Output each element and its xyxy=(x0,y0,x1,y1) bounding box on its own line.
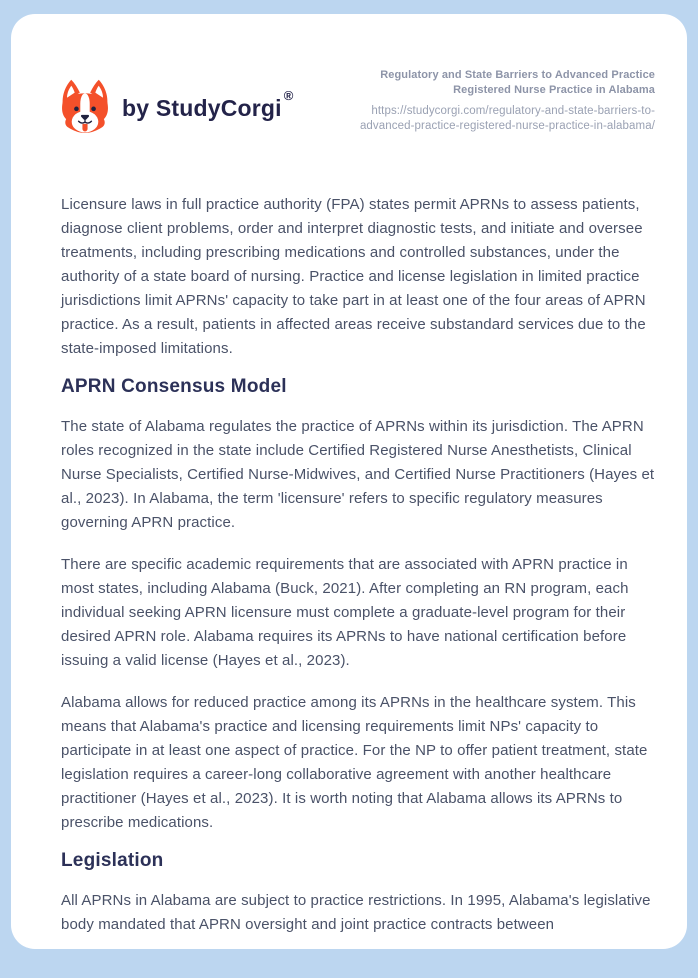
article-body xyxy=(11,193,687,949)
brand-wordmark: by StudyCorgi ® xyxy=(122,87,294,121)
corgi-head-icon xyxy=(57,78,113,138)
paragraph-licensure-laws: Licensure laws in full practice authority (FPA) states permit APRNs to assess patients, diagnose client problems, order and interpret diagnostic tests, and initiate and oversee treatments, including prescribing medications and controlled substances, under the authority of a state board of nursing. Practice and license legislation in limited practice jurisdictions limit APRNs' capacity to take part in at least one of the four areas of APRN practice. As a result, patients in affected areas receive substandard services due to the state-imposed limitations. xyxy=(61,196,646,357)
registered-trademark-symbol: ® xyxy=(283,87,294,103)
document-url-link[interactable]: https://studycorgi.com/regulatory-and-state-barriers-to-advanced-practice-registered-nurse-practice-in-alabama/ xyxy=(359,105,655,132)
paragraph-academic-requirements: There are specific academic requirements that are associated with APRN practice in most states, including Alabama (Buck, 2021). After completing an RN program, each individual seeking APRN licensure must complete a graduate-level program for their desired APRN role. Alabama requires its APRNs to have national certification before issuing a valid license (Hayes et al., 2023). xyxy=(61,556,629,669)
paragraph-practice-restrictions: All APRNs in Alabama are subject to practice restrictions. In 1995, Alabama's legislative body mandated that APRN oversight and joint practice contracts between xyxy=(61,892,651,933)
section-heading-legislation: Legislation xyxy=(61,850,164,871)
document-meta xyxy=(323,66,655,134)
paragraph-alabama-regulation: The state of Alabama regulates the practice of APRNs within its jurisdiction. The APRN roles recognized in the state include Certified Registered Nurse Anesthetists, Clinical Nurse Specialists, Certified Nurse-Midwives, and Certified Nurse Practitioners (Hayes et al., 2023). In Alabama, the term 'licensure' refers to specific regulatory measures governing APRN practice. xyxy=(61,418,655,531)
section-heading-aprn-consensus-model: APRN Consensus Model xyxy=(61,376,287,397)
brand-logo-link[interactable] xyxy=(57,78,292,138)
page-background xyxy=(0,14,698,978)
paragraph-reduced-practice: Alabama allows for reduced practice among its APRNs in the healthcare system. This means that Alabama's practice and licensing requirements limit NPs' capacity to participate in at least one aspect of practice. For the NP to offer patient treatment, state legislation requires a career-long collaborative agreement with another healthcare practitioner (Hayes et al., 2023). It is worth noting that Alabama allows its APRNs to prescribe medications. xyxy=(61,694,648,831)
header xyxy=(11,14,687,138)
document-title: Regulatory and State Barriers to Advanced Practice Registered Nurse Practice in Alabama xyxy=(380,69,655,96)
document-page-card xyxy=(11,14,687,949)
